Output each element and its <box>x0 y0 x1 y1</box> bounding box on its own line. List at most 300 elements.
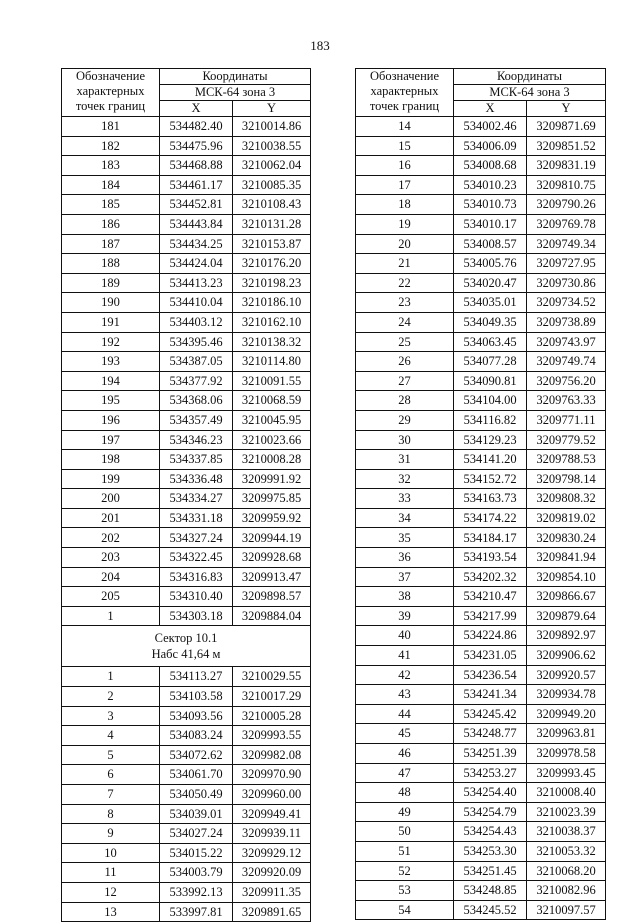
x-coordinate-cell: 534254.79 <box>454 802 527 822</box>
y-coordinate-cell: 3210153.87 <box>233 234 311 254</box>
y-coordinate-cell: 3210062.04 <box>233 156 311 176</box>
x-coordinate-cell: 534008.57 <box>454 234 527 254</box>
table-row <box>356 646 606 666</box>
x-coordinate-cell: 534395.46 <box>160 332 233 352</box>
y-coordinate-cell: 3210082.96 <box>527 881 606 901</box>
y-coordinate-cell: 3209959.92 <box>233 508 311 528</box>
x-coordinate-cell: 534413.23 <box>160 273 233 293</box>
x-coordinate-cell: 534163.73 <box>454 489 527 509</box>
x-coordinate-cell: 534152.72 <box>454 469 527 489</box>
y-coordinate-cell: 3210023.66 <box>233 430 311 450</box>
point-number-cell: 53 <box>356 881 454 901</box>
x-coordinate-cell: 534334.27 <box>160 489 233 509</box>
x-coordinate-cell: 534090.81 <box>454 371 527 391</box>
y-coordinate-cell: 3209756.20 <box>527 371 606 391</box>
table-row <box>356 704 606 724</box>
x-coordinate-cell: 534245.42 <box>454 704 527 724</box>
y-coordinate-cell: 3210138.32 <box>233 332 311 352</box>
x-coordinate-cell: 534322.45 <box>160 548 233 568</box>
point-number-cell: 1 <box>62 667 160 687</box>
x-coordinate-cell: 534008.68 <box>454 156 527 176</box>
table-row <box>356 391 606 411</box>
x-coordinate-cell: 534482.40 <box>160 117 233 137</box>
y-coordinate-cell: 3210029.55 <box>233 667 311 687</box>
y-coordinate-cell: 3209929.12 <box>233 843 311 863</box>
y-coordinate-cell: 3210091.55 <box>233 371 311 391</box>
point-number-cell: 47 <box>356 763 454 783</box>
point-header-line-2: характерных <box>370 84 439 98</box>
table-row <box>62 587 311 607</box>
y-coordinate-cell: 3209949.20 <box>527 704 606 724</box>
y-coordinate-cell: 3209727.95 <box>527 254 606 274</box>
y-coordinate-cell: 3210131.28 <box>233 214 311 234</box>
table-row <box>62 450 311 470</box>
x-coordinate-cell: 534174.22 <box>454 508 527 528</box>
x-coordinate-cell: 534254.40 <box>454 783 527 803</box>
table-row <box>62 843 311 863</box>
y-coordinate-cell: 3209978.58 <box>527 744 606 764</box>
table-row <box>356 900 606 920</box>
x-coordinate-cell: 534103.58 <box>160 687 233 707</box>
table-row <box>62 234 311 254</box>
point-number-cell: 50 <box>356 822 454 842</box>
table-row <box>62 804 311 824</box>
left-rows-section <box>62 667 311 922</box>
x-coordinate-cell: 534006.09 <box>454 136 527 156</box>
x-coordinate-cell: 534129.23 <box>454 430 527 450</box>
point-number-cell: 200 <box>62 489 160 509</box>
x-coordinate-cell: 534193.54 <box>454 548 527 568</box>
x-coordinate-cell: 534010.73 <box>454 195 527 215</box>
point-number-cell: 24 <box>356 312 454 332</box>
y-coordinate-cell: 3209769.78 <box>527 214 606 234</box>
table-row <box>62 508 311 528</box>
y-coordinate-cell: 3209911.35 <box>233 882 311 902</box>
point-number-cell: 52 <box>356 861 454 881</box>
x-coordinate-cell: 534003.79 <box>160 863 233 883</box>
coordinate-system-header: МСК-64 зона 3 <box>160 85 311 101</box>
table-row <box>356 175 606 195</box>
table-row <box>356 136 606 156</box>
point-number-cell: 14 <box>356 117 454 137</box>
x-coordinate-cell: 534253.30 <box>454 841 527 861</box>
table-row <box>62 745 311 765</box>
y-coordinate-cell: 3209749.34 <box>527 234 606 254</box>
table-row <box>356 156 606 176</box>
table-row <box>62 902 311 922</box>
x-coordinate-cell: 533997.81 <box>160 902 233 922</box>
x-coordinate-cell: 534061.70 <box>160 765 233 785</box>
y-coordinate-cell: 3209982.08 <box>233 745 311 765</box>
table-row <box>62 785 311 805</box>
point-number-cell: 11 <box>62 863 160 883</box>
point-number-cell: 23 <box>356 293 454 313</box>
table-row <box>356 352 606 372</box>
point-header-line-3: точек границ <box>369 99 440 113</box>
point-number-cell: 16 <box>356 156 454 176</box>
point-number-cell: 29 <box>356 410 454 430</box>
y-coordinate-cell: 3209819.02 <box>527 508 606 528</box>
point-number-cell: 7 <box>62 785 160 805</box>
table-row <box>62 726 311 746</box>
table-row <box>62 863 311 883</box>
table-row <box>356 587 606 607</box>
point-number-cell: 39 <box>356 606 454 626</box>
table-row <box>356 293 606 313</box>
point-number-cell: 198 <box>62 450 160 470</box>
point-number-cell: 8 <box>62 804 160 824</box>
x-coordinate-cell: 534002.46 <box>454 117 527 137</box>
y-coordinate-cell: 3209913.47 <box>233 567 311 587</box>
point-number-cell: 36 <box>356 548 454 568</box>
point-number-cell: 195 <box>62 391 160 411</box>
point-number-cell: 10 <box>62 843 160 863</box>
point-number-cell: 3 <box>62 706 160 726</box>
table-row <box>356 234 606 254</box>
table-row <box>62 410 311 430</box>
table-row <box>356 273 606 293</box>
y-coordinate-cell: 3209939.11 <box>233 824 311 844</box>
point-number-cell: 6 <box>62 765 160 785</box>
point-number-cell: 46 <box>356 744 454 764</box>
y-coordinate-cell: 3210038.37 <box>527 822 606 842</box>
y-coordinate-cell: 3210017.29 <box>233 687 311 707</box>
x-coordinate-cell: 534116.82 <box>454 410 527 430</box>
table-row <box>62 312 311 332</box>
x-coordinate-cell: 534452.81 <box>160 195 233 215</box>
table-row <box>356 195 606 215</box>
x-coordinate-cell: 534050.49 <box>160 785 233 805</box>
point-number-cell: 44 <box>356 704 454 724</box>
x-coordinate-cell: 534035.01 <box>454 293 527 313</box>
table-row <box>356 332 606 352</box>
table-row <box>62 765 311 785</box>
table-row <box>62 706 311 726</box>
y-coordinate-cell: 3209771.11 <box>527 410 606 430</box>
point-number-cell: 54 <box>356 900 454 920</box>
y-coordinate-cell: 3210176.20 <box>233 254 311 274</box>
table-row <box>356 841 606 861</box>
y-coordinate-cell: 3210114.80 <box>233 352 311 372</box>
x-coordinate-cell: 534368.06 <box>160 391 233 411</box>
x-coordinate-cell: 534010.23 <box>454 175 527 195</box>
x-coordinate-cell: 534236.54 <box>454 665 527 685</box>
y-coordinate-cell: 3209993.55 <box>233 726 311 746</box>
point-number-cell: 17 <box>356 175 454 195</box>
point-number-cell: 9 <box>62 824 160 844</box>
y-coordinate-cell: 3209975.85 <box>233 489 311 509</box>
table-row <box>356 724 606 744</box>
y-coordinate-cell: 3210023.39 <box>527 802 606 822</box>
point-number-cell: 181 <box>62 117 160 137</box>
point-number-cell: 192 <box>62 332 160 352</box>
x-coordinate-cell: 534331.18 <box>160 508 233 528</box>
point-number-cell: 203 <box>62 548 160 568</box>
table-row <box>62 156 311 176</box>
table-row <box>356 430 606 450</box>
y-coordinate-cell: 3209851.52 <box>527 136 606 156</box>
table-row <box>356 528 606 548</box>
point-number-cell: 204 <box>62 567 160 587</box>
point-number-cell: 199 <box>62 469 160 489</box>
x-coordinate-cell: 534015.22 <box>160 843 233 863</box>
coordinates-table-right <box>355 68 606 920</box>
table-row <box>62 352 311 372</box>
x-coordinate-cell: 534248.77 <box>454 724 527 744</box>
point-number-cell: 193 <box>62 352 160 372</box>
x-coordinate-cell: 534005.76 <box>454 254 527 274</box>
y-coordinate-cell: 3209928.68 <box>233 548 311 568</box>
point-number-cell: 183 <box>62 156 160 176</box>
x-coordinate-cell: 534020.47 <box>454 273 527 293</box>
point-number-cell: 49 <box>356 802 454 822</box>
table-row <box>356 117 606 137</box>
coordinates-header: Координаты <box>160 69 311 85</box>
y-coordinate-cell: 3209808.32 <box>527 489 606 509</box>
point-number-cell: 196 <box>62 410 160 430</box>
coordinates-table-left <box>61 68 311 922</box>
table-row <box>62 136 311 156</box>
point-number-cell: 20 <box>356 234 454 254</box>
point-number-cell: 42 <box>356 665 454 685</box>
y-coordinate-cell: 3210053.32 <box>527 841 606 861</box>
table-row <box>62 667 311 687</box>
point-number-cell: 184 <box>62 175 160 195</box>
table-row <box>62 254 311 274</box>
table-row <box>356 763 606 783</box>
y-coordinate-cell: 3210005.28 <box>233 706 311 726</box>
point-number-cell: 34 <box>356 508 454 528</box>
y-coordinate-cell: 3209898.57 <box>233 587 311 607</box>
y-coordinate-cell: 3209738.89 <box>527 312 606 332</box>
table-row <box>62 273 311 293</box>
y-coordinate-cell: 3210085.35 <box>233 175 311 195</box>
point-number-cell: 27 <box>356 371 454 391</box>
x-coordinate-cell: 534434.25 <box>160 234 233 254</box>
section-subtitle: Набс 41,64 м <box>151 647 221 662</box>
point-number-cell: 2 <box>62 687 160 707</box>
x-coordinate-cell: 534410.04 <box>160 293 233 313</box>
x-coordinate-cell: 534424.04 <box>160 254 233 274</box>
point-number-cell: 48 <box>356 783 454 803</box>
x-coordinate-cell: 534077.28 <box>454 352 527 372</box>
table-row <box>356 214 606 234</box>
x-coordinate-cell: 534336.48 <box>160 469 233 489</box>
table-row <box>356 371 606 391</box>
table-row <box>62 528 311 548</box>
table-row <box>62 430 311 450</box>
table-row <box>356 450 606 470</box>
point-number-cell: 21 <box>356 254 454 274</box>
point-number-cell: 189 <box>62 273 160 293</box>
table-row <box>356 606 606 626</box>
x-coordinate-cell: 534010.17 <box>454 214 527 234</box>
table-row <box>356 548 606 568</box>
point-number-cell: 40 <box>356 626 454 646</box>
point-number-cell: 26 <box>356 352 454 372</box>
x-coordinate-cell: 534403.12 <box>160 312 233 332</box>
y-coordinate-cell: 3210008.40 <box>527 783 606 803</box>
table-row <box>62 371 311 391</box>
table-row <box>356 783 606 803</box>
y-coordinate-cell: 3209831.19 <box>527 156 606 176</box>
x-coordinate-cell: 534357.49 <box>160 410 233 430</box>
y-coordinate-cell: 3209993.45 <box>527 763 606 783</box>
point-number-cell: 38 <box>356 587 454 607</box>
y-coordinate-cell: 3209879.64 <box>527 606 606 626</box>
coordinate-system-header: МСК-64 зона 3 <box>454 85 606 101</box>
y-coordinate-cell: 3210045.95 <box>233 410 311 430</box>
section-header-group <box>62 626 311 667</box>
y-coordinate-cell: 3209810.75 <box>527 175 606 195</box>
y-coordinate-cell: 3209906.62 <box>527 646 606 666</box>
x-coordinate-cell: 534224.86 <box>454 626 527 646</box>
y-coordinate-cell: 3210198.23 <box>233 273 311 293</box>
y-coordinate-cell: 3209779.52 <box>527 430 606 450</box>
x-header: X <box>454 101 527 117</box>
y-header: Y <box>527 101 606 117</box>
table-row <box>62 117 311 137</box>
point-number-cell: 191 <box>62 312 160 332</box>
x-coordinate-cell: 534231.05 <box>454 646 527 666</box>
y-coordinate-cell: 3209871.69 <box>527 117 606 137</box>
point-number-cell: 33 <box>356 489 454 509</box>
y-coordinate-cell: 3209763.33 <box>527 391 606 411</box>
x-coordinate-cell: 534303.18 <box>160 606 233 626</box>
x-coordinate-cell: 534337.85 <box>160 450 233 470</box>
x-coordinate-cell: 534072.62 <box>160 745 233 765</box>
y-coordinate-cell: 3209891.65 <box>233 902 311 922</box>
y-coordinate-cell: 3209960.00 <box>233 785 311 805</box>
point-number-cell: 205 <box>62 587 160 607</box>
x-header: X <box>160 101 233 117</box>
point-number-cell: 202 <box>62 528 160 548</box>
x-coordinate-cell: 534063.45 <box>454 332 527 352</box>
table-row <box>62 567 311 587</box>
x-coordinate-cell: 534248.85 <box>454 881 527 901</box>
x-coordinate-cell: 534083.24 <box>160 726 233 746</box>
right-rows <box>356 117 606 920</box>
y-coordinate-cell: 3209730.86 <box>527 273 606 293</box>
table-row <box>356 822 606 842</box>
point-number-cell: 185 <box>62 195 160 215</box>
point-number-cell: 31 <box>356 450 454 470</box>
y-coordinate-cell: 3209884.04 <box>233 606 311 626</box>
y-coordinate-cell: 3209991.92 <box>233 469 311 489</box>
point-number-cell: 28 <box>356 391 454 411</box>
x-coordinate-cell: 534310.40 <box>160 587 233 607</box>
y-coordinate-cell: 3209854.10 <box>527 567 606 587</box>
y-coordinate-cell: 3209749.74 <box>527 352 606 372</box>
x-coordinate-cell: 534251.39 <box>454 744 527 764</box>
y-coordinate-cell: 3210068.20 <box>527 861 606 881</box>
table-row <box>62 606 311 626</box>
y-coordinate-cell: 3210014.86 <box>233 117 311 137</box>
point-number-cell: 25 <box>356 332 454 352</box>
x-coordinate-cell: 533992.13 <box>160 882 233 902</box>
table-row <box>62 175 311 195</box>
table-row <box>62 824 311 844</box>
x-coordinate-cell: 534346.23 <box>160 430 233 450</box>
x-coordinate-cell: 534027.24 <box>160 824 233 844</box>
y-header: Y <box>233 101 311 117</box>
y-coordinate-cell: 3209920.09 <box>233 863 311 883</box>
coordinates-header: Координаты <box>454 69 606 85</box>
y-coordinate-cell: 3210108.43 <box>233 195 311 215</box>
x-coordinate-cell: 534039.01 <box>160 804 233 824</box>
table-row <box>62 214 311 234</box>
point-number-cell: 188 <box>62 254 160 274</box>
y-coordinate-cell: 3209949.41 <box>233 804 311 824</box>
point-number-cell: 41 <box>356 646 454 666</box>
point-number-cell: 190 <box>62 293 160 313</box>
table-row <box>62 489 311 509</box>
point-number-cell: 51 <box>356 841 454 861</box>
x-coordinate-cell: 534475.96 <box>160 136 233 156</box>
section-header <box>62 626 311 667</box>
x-coordinate-cell: 534387.05 <box>160 352 233 372</box>
table-row <box>356 802 606 822</box>
x-coordinate-cell: 534093.56 <box>160 706 233 726</box>
x-coordinate-cell: 534468.88 <box>160 156 233 176</box>
y-coordinate-cell: 3209798.14 <box>527 469 606 489</box>
x-coordinate-cell: 534316.83 <box>160 567 233 587</box>
y-coordinate-cell: 3209790.26 <box>527 195 606 215</box>
point-designation-header <box>62 69 160 117</box>
table-row <box>356 665 606 685</box>
y-coordinate-cell: 3209892.97 <box>527 626 606 646</box>
x-coordinate-cell: 534377.92 <box>160 371 233 391</box>
y-coordinate-cell: 3209734.52 <box>527 293 606 313</box>
y-coordinate-cell: 3210186.10 <box>233 293 311 313</box>
y-coordinate-cell: 3209788.53 <box>527 450 606 470</box>
point-number-cell: 186 <box>62 214 160 234</box>
point-number-cell: 5 <box>62 745 160 765</box>
point-number-cell: 32 <box>356 469 454 489</box>
point-header-line-3: точек границ <box>75 99 146 113</box>
y-coordinate-cell: 3209963.81 <box>527 724 606 744</box>
point-number-cell: 22 <box>356 273 454 293</box>
point-number-cell: 15 <box>356 136 454 156</box>
y-coordinate-cell: 3209934.78 <box>527 685 606 705</box>
table-row <box>62 469 311 489</box>
x-coordinate-cell: 534245.52 <box>454 900 527 920</box>
table-row <box>356 469 606 489</box>
table-row <box>62 332 311 352</box>
table-row <box>356 489 606 509</box>
point-number-cell: 4 <box>62 726 160 746</box>
point-number-cell: 1 <box>62 606 160 626</box>
point-header-line-2: характерных <box>76 84 145 98</box>
table-row <box>356 685 606 705</box>
point-number-cell: 194 <box>62 371 160 391</box>
point-header-line-1: Обозначение <box>369 69 440 83</box>
x-coordinate-cell: 534113.27 <box>160 667 233 687</box>
table-row <box>62 195 311 215</box>
table-row <box>356 626 606 646</box>
x-coordinate-cell: 534241.34 <box>454 685 527 705</box>
x-coordinate-cell: 534210.47 <box>454 587 527 607</box>
y-coordinate-cell: 3209830.24 <box>527 528 606 548</box>
point-number-cell: 18 <box>356 195 454 215</box>
y-coordinate-cell: 3209920.57 <box>527 665 606 685</box>
point-number-cell: 37 <box>356 567 454 587</box>
point-number-cell: 19 <box>356 214 454 234</box>
y-coordinate-cell: 3209944.19 <box>233 528 311 548</box>
y-coordinate-cell: 3209841.94 <box>527 548 606 568</box>
y-coordinate-cell: 3210038.55 <box>233 136 311 156</box>
y-coordinate-cell: 3210162.10 <box>233 312 311 332</box>
